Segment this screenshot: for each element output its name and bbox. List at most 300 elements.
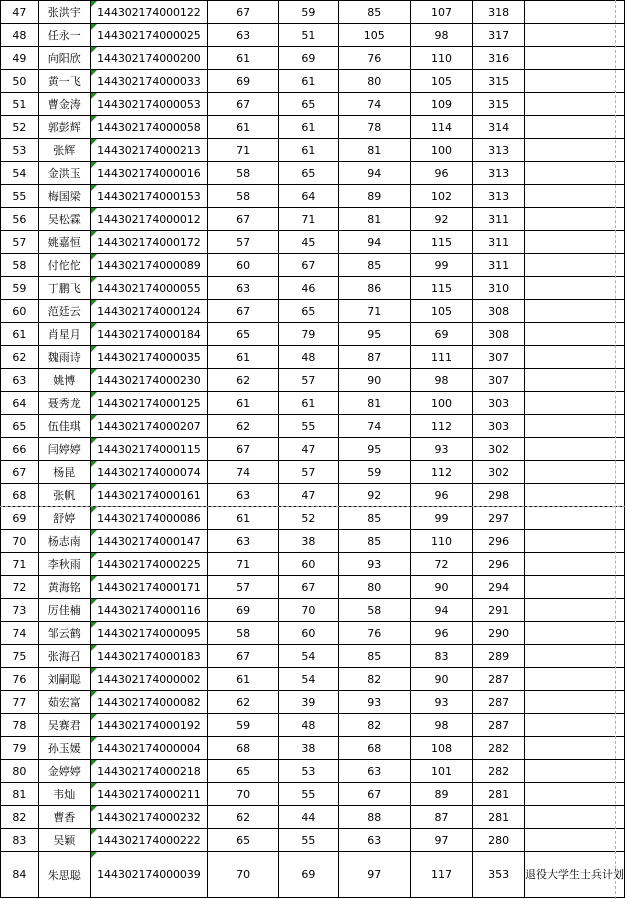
- score-3-cell: 80: [338, 70, 410, 93]
- total-score-cell: 317: [473, 24, 525, 47]
- cell-marker-icon: [91, 622, 97, 628]
- score-3-cell: 95: [338, 438, 410, 461]
- cell-marker-icon: [91, 484, 97, 490]
- score-1-cell: 61: [208, 507, 279, 530]
- note-cell: [524, 300, 624, 323]
- score-4-cell: 89: [410, 783, 473, 806]
- note-cell: [524, 415, 624, 438]
- candidate-id-cell: [90, 438, 208, 461]
- total-score-cell: 290: [473, 622, 525, 645]
- score-4-cell: 99: [410, 507, 473, 530]
- total-score-cell: 303: [473, 392, 525, 415]
- rank-cell: 49: [1, 47, 39, 70]
- score-1-cell: 58: [208, 162, 279, 185]
- cell-marker-icon: [91, 461, 97, 467]
- score-2-cell: 61: [279, 392, 339, 415]
- score-1-cell: 61: [208, 346, 279, 369]
- table-row: [1, 231, 625, 254]
- score-2-cell: 46: [279, 277, 339, 300]
- name-cell: 吴赛君: [38, 714, 90, 737]
- total-score-cell: 297: [473, 507, 525, 530]
- name-cell: 朱思聪: [38, 852, 90, 898]
- table-body: [1, 1, 625, 898]
- name-cell: 孙玉媛: [38, 737, 90, 760]
- rank-cell: 80: [1, 760, 39, 783]
- candidate-id-cell: [90, 645, 208, 668]
- cell-marker-icon: [91, 162, 97, 168]
- score-4-cell: 72: [410, 553, 473, 576]
- candidate-id-text: 144302174000161: [97, 488, 201, 502]
- total-score-cell: 315: [473, 93, 525, 116]
- rank-cell: 59: [1, 277, 39, 300]
- rank-cell: 50: [1, 70, 39, 93]
- score-2-cell: 54: [279, 668, 339, 691]
- cell-marker-icon: [91, 24, 97, 30]
- rank-cell: 73: [1, 599, 39, 622]
- table-row: [1, 162, 625, 185]
- score-2-cell: 64: [279, 185, 339, 208]
- table-row: [1, 645, 625, 668]
- table-row: [1, 93, 625, 116]
- name-cell: 杨志南: [38, 530, 90, 553]
- total-score-cell: 315: [473, 70, 525, 93]
- candidate-id-cell: [90, 300, 208, 323]
- rank-cell: 72: [1, 576, 39, 599]
- rank-cell: 81: [1, 783, 39, 806]
- cell-marker-icon: [91, 300, 97, 306]
- rank-cell: 51: [1, 93, 39, 116]
- score-4-cell: 90: [410, 576, 473, 599]
- score-4-cell: 93: [410, 438, 473, 461]
- score-1-cell: 69: [208, 599, 279, 622]
- total-score-cell: 308: [473, 300, 525, 323]
- candidate-id-cell: [90, 691, 208, 714]
- total-score-cell: 316: [473, 47, 525, 70]
- table-row: [1, 24, 625, 47]
- name-cell: 杨昆: [38, 461, 90, 484]
- candidate-id-cell: [90, 668, 208, 691]
- score-1-cell: 67: [208, 93, 279, 116]
- score-1-cell: 62: [208, 806, 279, 829]
- score-2-cell: 61: [279, 70, 339, 93]
- total-score-cell: 281: [473, 783, 525, 806]
- candidate-id-cell: [90, 576, 208, 599]
- candidate-id-cell: [90, 24, 208, 47]
- score-4-cell: 101: [410, 760, 473, 783]
- candidate-id-cell: [90, 783, 208, 806]
- cell-marker-icon: [91, 668, 97, 674]
- total-score-cell: 313: [473, 139, 525, 162]
- name-cell: 梅国梁: [38, 185, 90, 208]
- score-1-cell: 58: [208, 622, 279, 645]
- score-3-cell: 71: [338, 300, 410, 323]
- score-2-cell: 65: [279, 162, 339, 185]
- cell-marker-icon: [91, 714, 97, 720]
- score-2-cell: 60: [279, 622, 339, 645]
- cell-marker-icon: [91, 1, 97, 7]
- cell-marker-icon: [91, 415, 97, 421]
- name-cell: 聂秀龙: [38, 392, 90, 415]
- table-row: [1, 185, 625, 208]
- table-row: [1, 829, 625, 852]
- cell-marker-icon: [91, 139, 97, 145]
- score-1-cell: 69: [208, 70, 279, 93]
- score-3-cell: 88: [338, 806, 410, 829]
- score-1-cell: 57: [208, 231, 279, 254]
- score-1-cell: 63: [208, 24, 279, 47]
- name-cell: 张海召: [38, 645, 90, 668]
- score-2-cell: 61: [279, 116, 339, 139]
- rank-cell: 53: [1, 139, 39, 162]
- total-score-cell: 281: [473, 806, 525, 829]
- cell-marker-icon: [91, 645, 97, 651]
- total-score-cell: 287: [473, 668, 525, 691]
- score-4-cell: 105: [410, 70, 473, 93]
- total-score-cell: 303: [473, 415, 525, 438]
- note-cell: [524, 254, 624, 277]
- candidate-id-text: 144302174000222: [97, 833, 201, 847]
- cell-marker-icon: [91, 277, 97, 283]
- score-2-cell: 38: [279, 737, 339, 760]
- score-1-cell: 67: [208, 438, 279, 461]
- rank-cell: 84: [1, 852, 39, 898]
- total-score-cell: 307: [473, 369, 525, 392]
- candidate-id-cell: [90, 737, 208, 760]
- candidate-id-cell: [90, 208, 208, 231]
- score-4-cell: 96: [410, 162, 473, 185]
- candidate-id-cell: [90, 461, 208, 484]
- score-3-cell: 82: [338, 668, 410, 691]
- score-1-cell: 71: [208, 553, 279, 576]
- candidate-id-text: 144302174000002: [97, 672, 201, 686]
- candidate-id-cell: [90, 507, 208, 530]
- score-3-cell: 58: [338, 599, 410, 622]
- candidate-id-text: 144302174000207: [97, 419, 201, 433]
- rank-cell: 57: [1, 231, 39, 254]
- score-3-cell: 74: [338, 93, 410, 116]
- candidate-id-cell: [90, 806, 208, 829]
- score-1-cell: 65: [208, 829, 279, 852]
- rank-cell: 52: [1, 116, 39, 139]
- candidate-id-cell: [90, 530, 208, 553]
- score-3-cell: 81: [338, 392, 410, 415]
- table-row: [1, 392, 625, 415]
- candidate-id-cell: [90, 346, 208, 369]
- note-cell: [524, 622, 624, 645]
- note-cell: [524, 162, 624, 185]
- score-3-cell: 68: [338, 737, 410, 760]
- name-cell: 黄一飞: [38, 70, 90, 93]
- score-3-cell: 95: [338, 323, 410, 346]
- name-cell: 金洪玉: [38, 162, 90, 185]
- score-2-cell: 47: [279, 438, 339, 461]
- total-score-cell: 287: [473, 714, 525, 737]
- name-cell: 任永一: [38, 24, 90, 47]
- candidate-id-cell: [90, 185, 208, 208]
- table-row: [1, 300, 625, 323]
- rank-cell: 48: [1, 24, 39, 47]
- score-2-cell: 70: [279, 599, 339, 622]
- score-1-cell: 57: [208, 576, 279, 599]
- candidate-id-text: 144302174000218: [97, 764, 201, 778]
- total-score-cell: 311: [473, 254, 525, 277]
- score-4-cell: 111: [410, 346, 473, 369]
- score-1-cell: 67: [208, 645, 279, 668]
- score-1-cell: 70: [208, 783, 279, 806]
- score-4-cell: 93: [410, 691, 473, 714]
- table-row: [1, 576, 625, 599]
- candidate-id-cell: [90, 852, 208, 898]
- candidate-id-cell: [90, 484, 208, 507]
- note-cell: [524, 806, 624, 829]
- score-4-cell: 112: [410, 461, 473, 484]
- cell-marker-icon: [91, 691, 97, 697]
- rank-cell: 68: [1, 484, 39, 507]
- score-2-cell: 47: [279, 484, 339, 507]
- score-3-cell: 85: [338, 507, 410, 530]
- score-4-cell: 107: [410, 1, 473, 24]
- score-1-cell: 62: [208, 691, 279, 714]
- note-cell: [524, 461, 624, 484]
- cell-marker-icon: [91, 47, 97, 53]
- note-cell: [524, 783, 624, 806]
- candidate-id-text: 144302174000125: [97, 396, 201, 410]
- rank-cell: 62: [1, 346, 39, 369]
- candidate-id-cell: [90, 760, 208, 783]
- score-2-cell: 67: [279, 254, 339, 277]
- candidate-id-cell: [90, 415, 208, 438]
- candidate-id-text: 144302174000089: [97, 258, 201, 272]
- table-row: [1, 438, 625, 461]
- score-2-cell: 71: [279, 208, 339, 231]
- candidate-id-cell: [90, 1, 208, 24]
- score-1-cell: 65: [208, 760, 279, 783]
- name-cell: 伍佳琪: [38, 415, 90, 438]
- score-2-cell: 51: [279, 24, 339, 47]
- total-score-cell: 313: [473, 185, 525, 208]
- table-row: [1, 599, 625, 622]
- note-cell: [524, 691, 624, 714]
- rank-cell: 55: [1, 185, 39, 208]
- table-row: [1, 737, 625, 760]
- rank-cell: 54: [1, 162, 39, 185]
- total-score-cell: 353: [473, 852, 525, 898]
- score-2-cell: 48: [279, 714, 339, 737]
- candidate-id-cell: [90, 829, 208, 852]
- score-2-cell: 69: [279, 47, 339, 70]
- score-1-cell: 65: [208, 323, 279, 346]
- total-score-cell: 313: [473, 162, 525, 185]
- table-row: [1, 783, 625, 806]
- score-2-cell: 79: [279, 323, 339, 346]
- name-cell: 肖星月: [38, 323, 90, 346]
- candidate-id-text: 144302174000074: [97, 465, 201, 479]
- candidate-id-text: 144302174000082: [97, 695, 201, 709]
- score-3-cell: 81: [338, 139, 410, 162]
- name-cell: 刘嗣聪: [38, 668, 90, 691]
- note-cell: [524, 553, 624, 576]
- rank-cell: 74: [1, 622, 39, 645]
- cell-marker-icon: [91, 553, 97, 559]
- cell-marker-icon: [91, 760, 97, 766]
- score-4-cell: 94: [410, 599, 473, 622]
- cell-marker-icon: [91, 507, 97, 513]
- score-3-cell: 93: [338, 691, 410, 714]
- candidate-id-text: 144302174000122: [97, 5, 201, 19]
- score-2-cell: 52: [279, 507, 339, 530]
- score-3-cell: 105: [338, 24, 410, 47]
- candidate-id-cell: [90, 622, 208, 645]
- note-cell: [524, 530, 624, 553]
- cell-marker-icon: [91, 438, 97, 444]
- candidate-id-text: 144302174000025: [97, 28, 201, 42]
- candidate-id-cell: [90, 254, 208, 277]
- score-4-cell: 100: [410, 139, 473, 162]
- score-1-cell: 62: [208, 415, 279, 438]
- total-score-cell: 314: [473, 116, 525, 139]
- total-score-cell: 280: [473, 829, 525, 852]
- score-2-cell: 67: [279, 576, 339, 599]
- cell-marker-icon: [91, 576, 97, 582]
- score-2-cell: 39: [279, 691, 339, 714]
- rank-cell: 77: [1, 691, 39, 714]
- candidate-id-cell: [90, 714, 208, 737]
- cell-marker-icon: [91, 806, 97, 812]
- note-cell: [524, 599, 624, 622]
- cell-marker-icon: [91, 254, 97, 260]
- candidate-id-text: 144302174000095: [97, 626, 201, 640]
- candidate-id-text: 144302174000124: [97, 304, 201, 318]
- score-1-cell: 63: [208, 277, 279, 300]
- cell-marker-icon: [91, 392, 97, 398]
- candidate-id-text: 144302174000055: [97, 281, 201, 295]
- total-score-cell: 282: [473, 737, 525, 760]
- cell-marker-icon: [91, 185, 97, 191]
- note-cell: [524, 70, 624, 93]
- name-cell: 金婷婷: [38, 760, 90, 783]
- rank-cell: 60: [1, 300, 39, 323]
- score-1-cell: 68: [208, 737, 279, 760]
- table-row: [1, 714, 625, 737]
- table-row: [1, 70, 625, 93]
- score-2-cell: 38: [279, 530, 339, 553]
- rank-cell: 67: [1, 461, 39, 484]
- note-cell: [524, 93, 624, 116]
- note-cell: [524, 277, 624, 300]
- candidate-id-text: 144302174000053: [97, 97, 201, 111]
- candidate-id-cell: [90, 231, 208, 254]
- candidate-id-text: 144302174000147: [97, 534, 201, 548]
- score-2-cell: 44: [279, 806, 339, 829]
- name-cell: 舒婷: [38, 507, 90, 530]
- score-4-cell: 105: [410, 300, 473, 323]
- score-2-cell: 59: [279, 1, 339, 24]
- score-2-cell: 54: [279, 645, 339, 668]
- total-score-cell: 318: [473, 1, 525, 24]
- rank-cell: 75: [1, 645, 39, 668]
- score-4-cell: 115: [410, 277, 473, 300]
- score-3-cell: 86: [338, 277, 410, 300]
- score-1-cell: 61: [208, 116, 279, 139]
- total-score-cell: 298: [473, 484, 525, 507]
- score-2-cell: 57: [279, 461, 339, 484]
- score-3-cell: 90: [338, 369, 410, 392]
- score-3-cell: 74: [338, 415, 410, 438]
- note-cell: [524, 829, 624, 852]
- score-4-cell: 96: [410, 484, 473, 507]
- total-score-cell: 308: [473, 323, 525, 346]
- score-3-cell: 93: [338, 553, 410, 576]
- cell-marker-icon: [91, 346, 97, 352]
- score-1-cell: 61: [208, 47, 279, 70]
- score-4-cell: 108: [410, 737, 473, 760]
- score-1-cell: 60: [208, 254, 279, 277]
- candidate-id-text: 144302174000058: [97, 120, 201, 134]
- name-cell: 范廷云: [38, 300, 90, 323]
- candidate-id-text: 144302174000183: [97, 649, 201, 663]
- score-3-cell: 85: [338, 254, 410, 277]
- note-cell: [524, 714, 624, 737]
- note-cell: [524, 116, 624, 139]
- note-cell: [524, 346, 624, 369]
- cell-marker-icon: [91, 530, 97, 536]
- score-2-cell: 61: [279, 139, 339, 162]
- note-cell: [524, 231, 624, 254]
- table-row: [1, 346, 625, 369]
- total-score-cell: 302: [473, 461, 525, 484]
- table-row: [1, 691, 625, 714]
- candidate-id-cell: [90, 116, 208, 139]
- score-1-cell: 63: [208, 530, 279, 553]
- score-4-cell: 112: [410, 415, 473, 438]
- note-cell: [524, 139, 624, 162]
- score-4-cell: 115: [410, 231, 473, 254]
- score-3-cell: 80: [338, 576, 410, 599]
- name-cell: 邹云鹤: [38, 622, 90, 645]
- rank-cell: 56: [1, 208, 39, 231]
- score-2-cell: 65: [279, 300, 339, 323]
- candidate-id-cell: [90, 392, 208, 415]
- candidate-id-cell: [90, 369, 208, 392]
- note-cell: [524, 668, 624, 691]
- name-cell: 茹宏富: [38, 691, 90, 714]
- cell-marker-icon: [91, 852, 97, 858]
- cell-marker-icon: [91, 369, 97, 375]
- note-cell: [524, 392, 624, 415]
- table-row: [1, 553, 625, 576]
- note-cell: [524, 185, 624, 208]
- cell-marker-icon: [91, 93, 97, 99]
- candidate-id-cell: [90, 323, 208, 346]
- score-3-cell: 92: [338, 484, 410, 507]
- candidate-id-text: 144302174000153: [97, 189, 201, 203]
- note-cell: [524, 47, 624, 70]
- table-row: [1, 507, 625, 530]
- name-cell: 向阳欣: [38, 47, 90, 70]
- rank-cell: 65: [1, 415, 39, 438]
- score-2-cell: 57: [279, 369, 339, 392]
- note-cell: 退役大学生士兵计划: [524, 852, 624, 898]
- page-edge-line: [615, 0, 616, 899]
- note-cell: [524, 323, 624, 346]
- score-4-cell: 109: [410, 93, 473, 116]
- rank-cell: 78: [1, 714, 39, 737]
- total-score-cell: 294: [473, 576, 525, 599]
- score-2-cell: 48: [279, 346, 339, 369]
- score-4-cell: 97: [410, 829, 473, 852]
- score-1-cell: 74: [208, 461, 279, 484]
- candidate-id-cell: [90, 277, 208, 300]
